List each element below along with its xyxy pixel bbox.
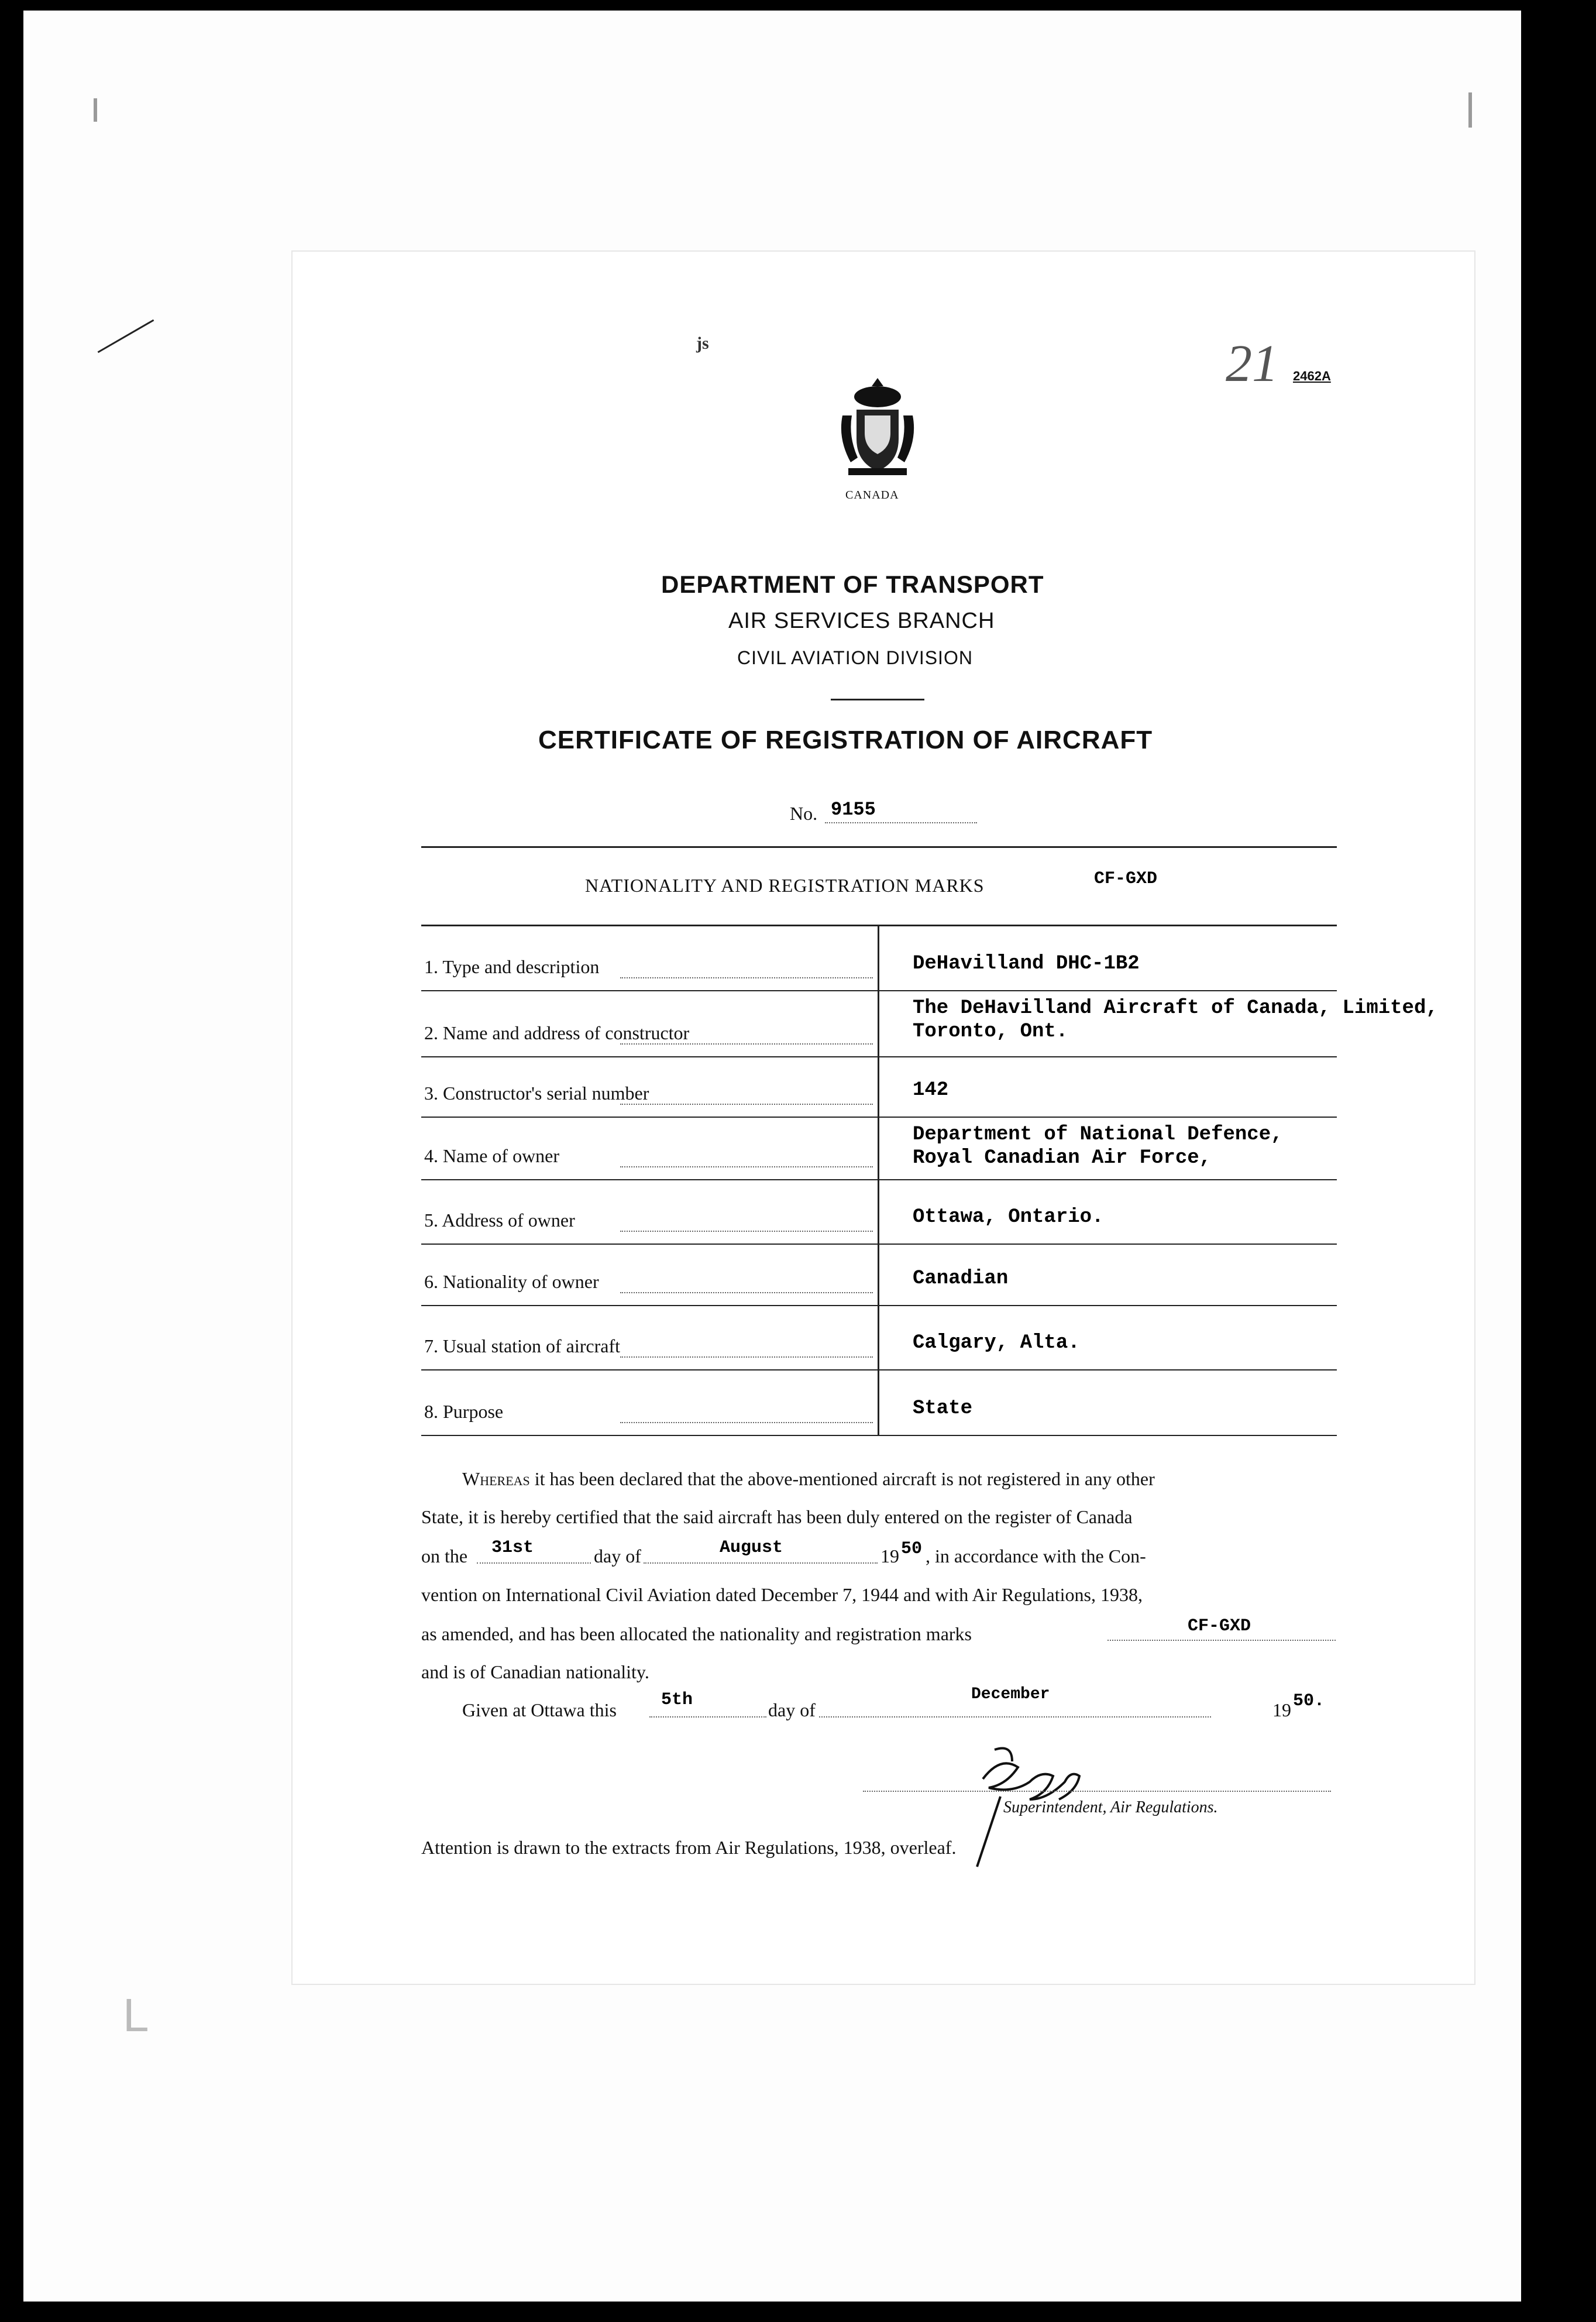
title-divider <box>831 699 924 700</box>
given-at-label: Given at Ottawa this <box>462 1699 617 1720</box>
field-value: Calgary, Alta. <box>913 1332 1080 1354</box>
form-number: 2462A <box>1293 369 1331 383</box>
certificate-title: CERTIFICATE OF REGISTRATION OF AIRCRAFT <box>538 726 1153 754</box>
given-month: December <box>971 1685 1050 1703</box>
certificate-number-dots <box>825 822 977 823</box>
day-of-label: day of <box>594 1545 641 1567</box>
field-value: The DeHavilland Aircraft of Canada, Limited, <box>913 997 1438 1019</box>
signatory-title: Superintendent, Air Regulations. <box>1003 1798 1218 1816</box>
field-label-dots <box>620 977 873 978</box>
page-number-handwritten: 21 <box>1226 335 1278 393</box>
field-value: DeHavilland DHC-1B2 <box>913 953 1140 975</box>
marks-top-rule <box>421 846 1337 848</box>
field-label-dots <box>620 1104 873 1105</box>
field-label-dots <box>620 1231 873 1232</box>
attention-note: Attention is drawn to the extracts from Air Regulations, 1938, overleaf. <box>421 1837 957 1858</box>
declaration-line-1-text: it has been declared that the above-mentioned aircraft is not registered in any other <box>529 1468 1155 1489</box>
table-row-rule <box>421 1244 1337 1245</box>
given-year-prefix: 19 <box>1272 1699 1291 1720</box>
crest-caption: CANADA <box>845 489 899 502</box>
field-label: 4. Name of owner <box>424 1145 560 1166</box>
registration-month: August <box>720 1538 783 1558</box>
department-title: DEPARTMENT OF TRANSPORT <box>661 571 1044 598</box>
table-column-divider <box>878 926 879 1435</box>
field-label: 7. Usual station of aircraft <box>424 1335 620 1356</box>
table-row-rule <box>421 1056 1337 1057</box>
registration-year: 50 <box>901 1539 923 1559</box>
field-label: 5. Address of owner <box>424 1210 575 1231</box>
field-label-dots <box>620 1166 873 1167</box>
field-value-line-2: Toronto, Ont. <box>913 1021 1068 1043</box>
on-the-label: on the <box>421 1545 468 1567</box>
certificate-number-label: No. <box>790 803 818 824</box>
given-month-dots <box>819 1716 1211 1718</box>
field-label-dots <box>620 1356 873 1358</box>
year-prefix: 19 <box>880 1545 899 1567</box>
field-label: 6. Nationality of owner <box>424 1271 599 1292</box>
film-corner-mark-right <box>1468 92 1472 128</box>
film-scratch-diagonal <box>98 320 154 353</box>
registration-day: 31st <box>491 1538 534 1558</box>
registration-marks-value: CF-GXD <box>1094 869 1158 889</box>
given-year: 50. <box>1293 1691 1325 1711</box>
declaration-line-3-end: , in accordance with the Con- <box>926 1545 1146 1567</box>
table-row-rule <box>421 1117 1337 1118</box>
registration-marks-label: NATIONALITY AND REGISTRATION MARKS <box>585 875 985 896</box>
allocated-marks-value: CF-GXD <box>1188 1616 1251 1636</box>
field-value: Department of National Defence, <box>913 1124 1283 1146</box>
table-row-rule <box>421 1369 1337 1370</box>
table-row-rule <box>421 1179 1337 1180</box>
field-value: State <box>913 1397 973 1420</box>
signature-dots <box>863 1791 1331 1792</box>
given-day-of-label: day of <box>768 1699 816 1720</box>
field-label: 2. Name and address of constructor <box>424 1022 690 1043</box>
declaration-line-2: State, it is hereby certified that the said aircraft has been duly entered on the register of Canada <box>421 1506 1133 1527</box>
certificate-number-value: 9155 <box>831 799 876 820</box>
coat-of-arms-icon <box>831 375 924 486</box>
field-label: 1. Type and description <box>424 956 600 977</box>
field-label: 3. Constructor's serial number <box>424 1083 649 1104</box>
film-corner-mark-left <box>94 98 97 122</box>
declaration-line-5: as amended, and has been allocated the nationality and registration marks <box>421 1623 972 1644</box>
whereas-word: Whereas <box>462 1468 530 1489</box>
given-day: 5th <box>661 1690 693 1710</box>
field-value-line-2: Royal Canadian Air Force, <box>913 1147 1212 1169</box>
field-label-dots <box>620 1043 873 1045</box>
field-label-dots <box>620 1422 873 1423</box>
declaration-line-6: and is of Canadian nationality. <box>421 1661 649 1682</box>
division-title: CIVIL AVIATION DIVISION <box>737 647 973 668</box>
month-dots <box>644 1562 878 1564</box>
field-value: Ottawa, Ontario. <box>913 1206 1104 1228</box>
field-label-dots <box>620 1292 873 1293</box>
branch-title: AIR SERVICES BRANCH <box>728 609 995 633</box>
day-dots <box>477 1562 591 1564</box>
table-row-rule <box>421 1305 1337 1306</box>
corner-code: js <box>696 334 709 353</box>
declaration-line-1 <box>462 1469 1410 1489</box>
field-label: 8. Purpose <box>424 1401 504 1422</box>
allocated-marks-dots <box>1107 1640 1336 1641</box>
given-day-dots <box>649 1716 766 1718</box>
film-bracket-mark: L <box>123 1989 150 2041</box>
certificate-sheet <box>293 252 1474 1984</box>
field-value: Canadian <box>913 1268 1009 1290</box>
table-row-rule <box>421 990 1337 991</box>
field-value: 142 <box>913 1079 949 1101</box>
table-row-rule <box>421 1435 1337 1436</box>
declaration-line-4: vention on International Civil Aviation dated December 7, 1944 and with Air Regulations, 1938, <box>421 1584 1143 1605</box>
